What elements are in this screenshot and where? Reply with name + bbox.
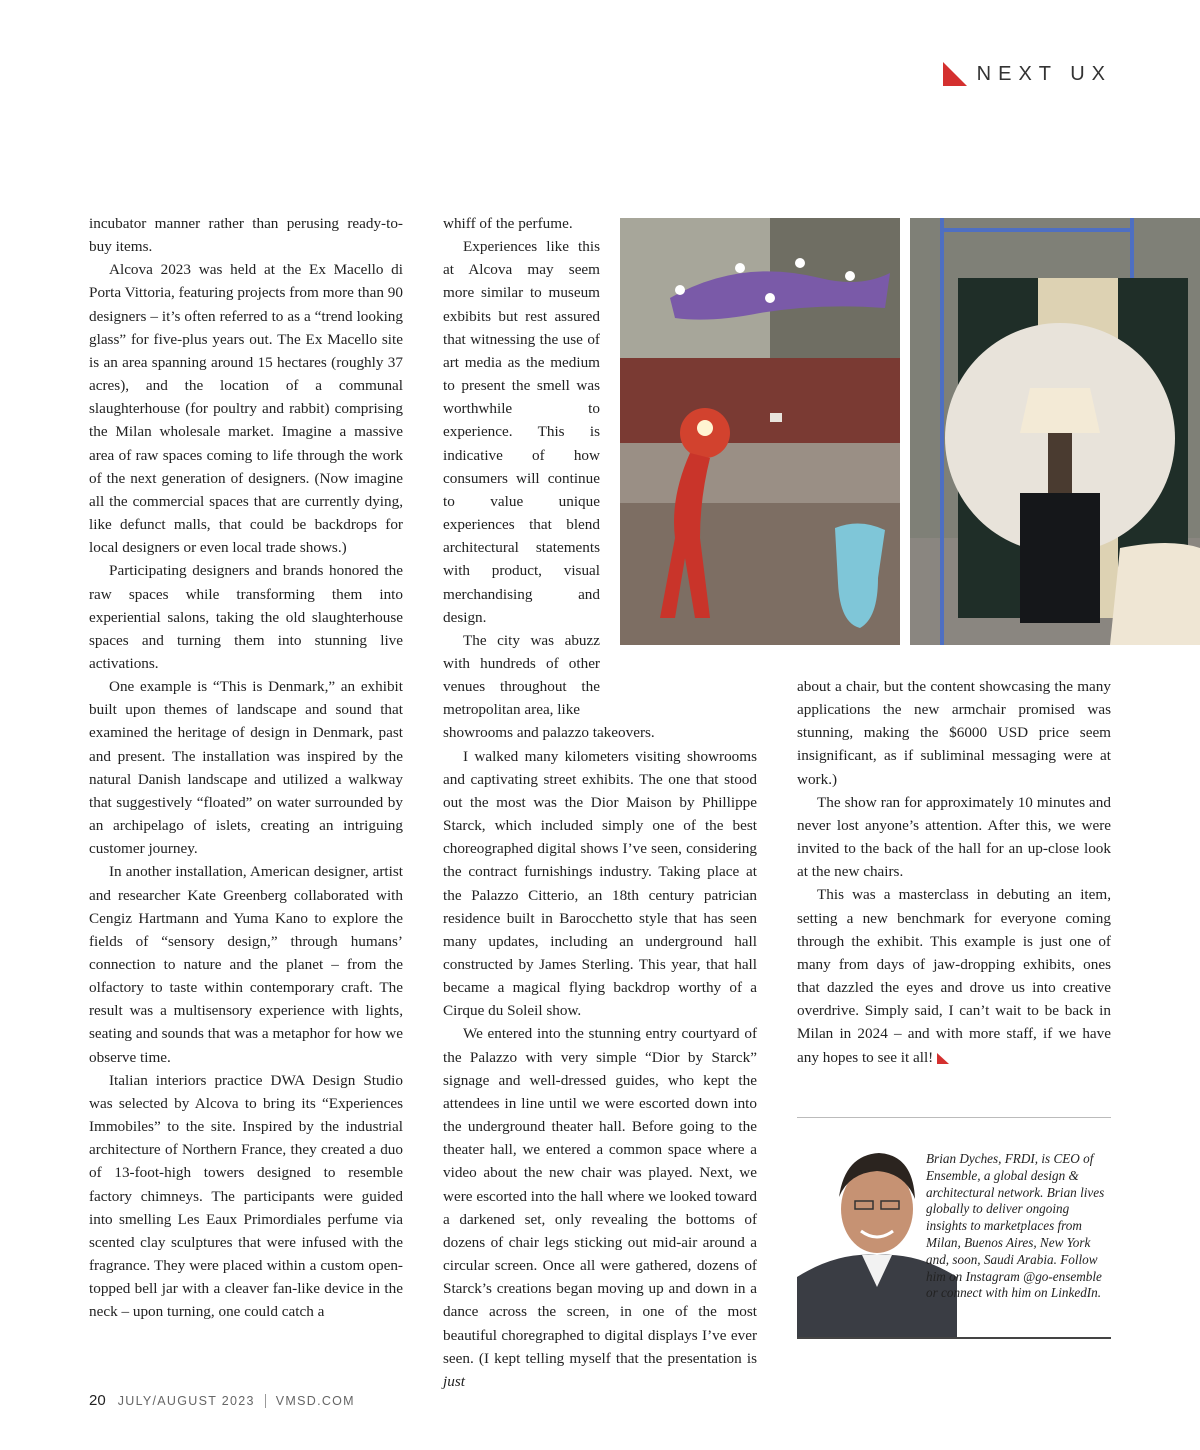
emphasis-text: just	[443, 1372, 465, 1390]
publication-site: VMSD.COM	[275, 1393, 355, 1408]
article-column-1	[89, 212, 403, 1324]
header-brand	[943, 62, 1112, 86]
paragraph: Experiences like this at Alcova may seem more similar to museum exbibits but rest assured that witnessing the use of art media as the medium to present the smell was worthwhile to experience. This is indicative of how consumers will continue to value unique experiences that blend architectural statements with product, visual merchandising and design.	[443, 238, 600, 626]
paragraph	[443, 1022, 757, 1393]
paragraph: The show ran for approximately 10 minutes and never lost anyone’s attention. After this, we were invited to the back of the hall for an up-close look at the new chairs.	[797, 793, 1111, 881]
paragraph: about a chair, but the content showcasing the many applications the new armchair promised was stunning, making the $6000 USD price seem insignificant, as if subliminal messaging were at work.)	[797, 678, 1111, 788]
paragraph: whiff of the perfume.	[443, 215, 573, 232]
author-bio-text: Brian Dyches, FRDI, is CEO of Ensemble, a global design & architectural network. Brian lives globally to deliver ongoing insights to marketplaces from Milan, Buenos Aires, New York and, soon, Saudi Arabia. Follow him on Instagram @go-ensemble or connect with him on LinkedIn.	[926, 1151, 1105, 1301]
paragraph: Italian interiors practice DWA Design Studio was selected by Alcova to bring its “Experiences Immobiles” to the site. Inspired by the industrial architecture of Northern France, they created a duo of 13-foot-high towers designed to resemble factory chimneys. The participants were guided into smelling Les Eaux Primordiales perfume via scented clay sculptures that were infused with the fragrance. They were placed within a custom open-topped bell jar with a cleaver fan-like device in the neck – upon turning, one could catch a	[89, 1071, 403, 1321]
brand-name: NEXT UX	[976, 62, 1112, 85]
bio-bottom-rule	[797, 1337, 1111, 1339]
bio-divider	[797, 1117, 1111, 1118]
exhibit-photo-lamp-installation	[620, 218, 900, 645]
paragraph: Alcova 2023 was held at the Ex Macello di Porta Vittoria, featuring projects from more than 90 designers – it’s often referred to as a “trend looking glass” for five-plus years out. The Ex Macello site is an area spanning around 15 hectares (roughly 37 acres), and the location of a communal slaughterhouse (for poultry and rabbit) comprising the Milan wholesale market. Imagine a massive area of raw spaces coming to life through the work of the next generation of designers. (Now imagine all the commercial spaces that are currently dying, like defunct malls, that could be backdrops for local designers or even local trade shows.)	[89, 261, 403, 557]
article-column-3	[797, 675, 1111, 1069]
narrow-text-block	[443, 212, 600, 721]
paragraph: showrooms and palazzo takeovers.	[443, 724, 655, 742]
paragraph: One example is “This is Denmark,” an exhibit built upon themes of landscape and sound that examined the heritage of design in Denmark, past and present. The installation was inspired by the natural Danish landscape and utilized a walkway that suggestively “floated” on water surrounded by an archipelago of islets, creating an intriguing customer journey.	[89, 678, 403, 858]
paragraph	[797, 883, 1111, 1068]
paragraph: Participating designers and brands honored the raw spaces while transforming them into experiential salons, taking the old slaughterhouse spaces and turning them into stunning live activations.	[89, 562, 403, 672]
end-of-article-icon	[937, 1053, 949, 1064]
exhibit-photo-mirror-lamp	[910, 218, 1200, 645]
brand-logo-icon	[943, 62, 967, 86]
paragraph: incubator manner rather than perusing ready-to-buy items.	[89, 215, 403, 256]
paragraph: The city was abuzz with hundreds of other venues throughout the metropolitan area, like	[443, 631, 600, 719]
paragraph-text: We entered into the stunning entry courtyard of the Palazzo with very simple “Dior by Starck” signage and well-dressed guides, who kept the attendees in line until we were escorted down into the underground theater hall. Before going to the theater hall, we entered a common space where a video about the new chair was played. Next, we were escorted into the hall where we looked toward a darkened set, only revealing the bottoms of dozens of chair legs sticking out mid-air around a circular screen. Once all were gathered, dozens of Starck’s creations began moving up and down in a dance across the screen, in one of the most beautiful choregraphed to digital displays I’ve ever seen. (I kept telling myself that the presentation is	[443, 1025, 757, 1367]
paragraph: In another installation, American designer, artist and researcher Kate Greenberg collaborated with Cengiz Hartmann and Yuma Kano to explore the fields of “sensory design,” through humans’ connection to nature and the planet – from the olfactory to taste within contemporary craft. The result was a multisensory experience with lights, seating and sounds that was a metaphor for how we observe time.	[89, 863, 403, 1066]
author-bio	[797, 1137, 1111, 1337]
footer-separator	[265, 1394, 266, 1408]
paragraph: I walked many kilometers visiting showrooms and captivating street exhibits. The one that stood out the most was the Dior Maison by Phillippe Starck, which included simply one of the best choreographed digital shows I’ve seen, considering the contract furnishings industry. Taking place at the Palazzo Citterio, an 18th century patrician residence built in Barocchetto style that has seen many updates, including an underground hall constructed by James Sterling. This year, that hall became a magical flying backdrop worthy of a Cirque du Soleil show.	[443, 747, 757, 1020]
issue-date: JULY/AUGUST 2023	[117, 1393, 255, 1408]
page-footer	[89, 1392, 355, 1409]
paragraph-text: This was a masterclass in debuting an item, setting a new benchmark for everyone coming through the exhibit. This example is just one of many from days of jaw-dropping exhibits, ones that dazzled the eyes and drove us into creative overdrive. Simply said, I can’t wait to be back in Milan in 2024 – and with more staff, if we have any hopes to see it all!	[797, 886, 1111, 1066]
page-number: 20	[89, 1392, 106, 1409]
